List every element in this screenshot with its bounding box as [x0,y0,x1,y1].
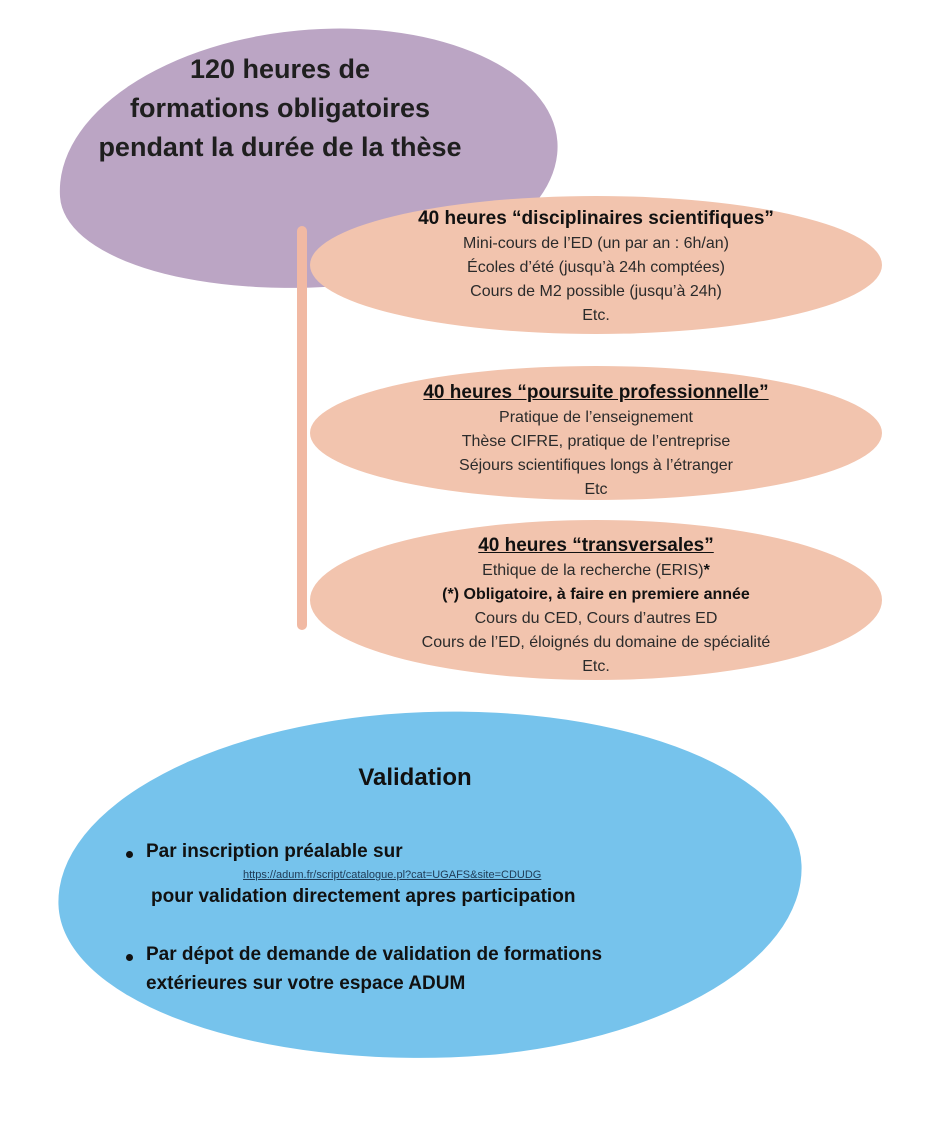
bullet-dot-icon [126,954,133,961]
category-item-ethics [310,559,882,583]
category-item: Etc. [582,307,610,324]
category-content-professional [310,380,882,502]
validation-blob [52,699,808,1071]
category-item: Séjours scientifiques longs à l’étranger [459,457,733,474]
category-item: Cours de M2 possible (jusqu’à 24h) [470,283,722,300]
category-item: Cours du CED, Cours d’autres ED [474,610,718,627]
bullet2-line2: extérieures sur votre espace ADUM [146,973,466,994]
category-content-transversal [310,533,882,679]
main-title [60,50,500,167]
category-heading: 40 heures “poursuite professionnelle” [423,382,769,403]
mandatory-note: (*) Obligatoire, à faire en premiere année [442,586,750,603]
category-item: Etc. [582,658,610,675]
category-item: Cours de l’ED, éloignés du domaine de spécialité [421,634,771,651]
category-heading: 40 heures “disciplinaires scientifiques” [418,208,774,229]
category-item: Mini-cours de l’ED (un par an : 6h/an) [463,235,729,252]
ethics-label: Ethique de la recherche (ERIS) [482,562,704,579]
connector-line [297,226,307,630]
bullet-dot-icon [126,851,133,858]
title-line-1: 120 heures de [189,54,371,84]
category-item: Thèse CIFRE, pratique de l’entreprise [461,433,731,450]
bullet1-line1: Par inscription préalable sur [146,841,403,862]
category-item: Pratique de l’enseignement [499,409,693,426]
category-item: Etc [584,481,608,498]
bullet1-line2: pour validation directement apres participation [151,886,576,907]
category-heading: 40 heures “transversales” [478,535,714,556]
bullet2-line1: Par dépot de demande de validation de formations [146,944,603,965]
adum-catalogue-link[interactable]: https://adum.fr/script/catalogue.pl?cat=UGAFS&site=CDUDG [243,869,542,881]
category-content-disciplinary [310,206,882,328]
asterisk-marker: * [703,562,710,579]
title-line-3: pendant la durée de la thèse [98,132,462,162]
validation-title: Validation [358,764,472,791]
category-item: Écoles d’été (jusqu’à 24h comptées) [467,259,725,276]
title-line-2: formations obligatoires [129,93,431,123]
